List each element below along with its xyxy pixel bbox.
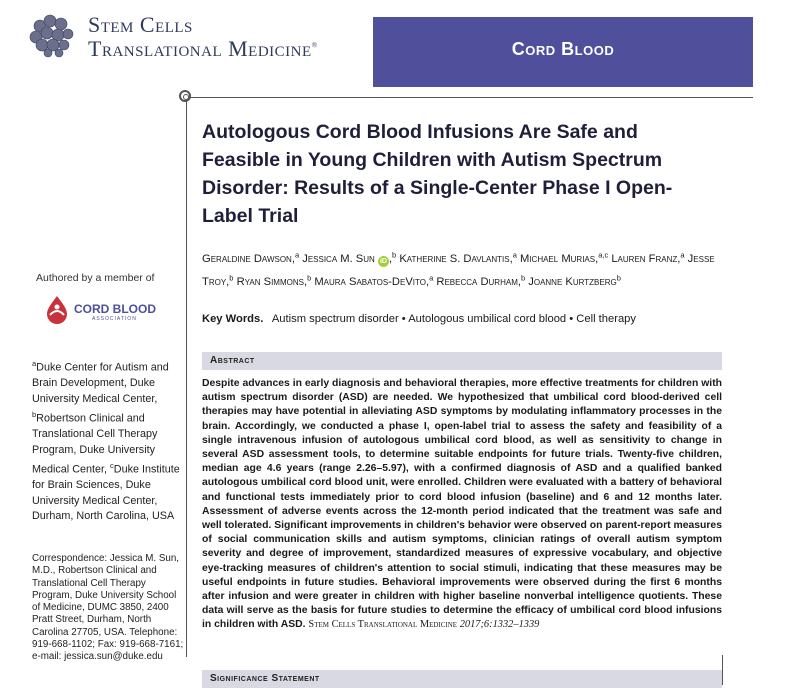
significance-heading: Significance Statement: [210, 673, 320, 684]
article-title: Autologous Cord Blood Infusions Are Safe and Feasible in Young Children with Autism Spectrum Disorder: Results of a Single-Center Phase I Open-Label Trial: [202, 121, 673, 227]
cord-blood-association-logo: [42, 294, 172, 330]
author-name: Joanne Kurtzberg: [528, 276, 617, 289]
author-affiliation-mark: a: [680, 250, 685, 259]
author: [520, 250, 609, 265]
author: [436, 273, 526, 289]
abstract-text: Despite advances in early diagnosis and behavioral therapies, more effective treatments for children with autism spectrum disorder (ASD) are needed. We hypothesized that umbilical cord blood-derived cell therapies may have potential in alleviating ASD symptoms by modulating inflammatory processes in the brain. Accordingly, we conducted a phase I, open-label trial to assess the safety and feasibility of a single intravenous infusion of autologous umbilical cord blood, as well as sensitivity to change in several ASD assessment tools, to determine suitable endpoints for future trials. Twenty-five children, median age 4.6 years (range 2.26–5.97), with a confirmed diagnosis of ASD and a qualified banked autologous umbilical cord blood unit, were enrolled. Children were evaluated with a battery of behavioral and functional tests immediately prior to cord blood infusion (baseline) and 6 and 12 months later. Assessment of adverse events across the 12-month period indicated that the treatment was safe and well tolerated. Significant improvements in children's behavior were observed on parent-report measures of social communication skills and autism symptoms, clinician ratings of overall autism symptom severity and degree of improvement, standardized measures of expressive vocabulary, and objective eye-tracking measures of children's attention to social stimuli, indicating that these measures may be useful endpoints in future studies. Behavioral improvements were observed during the first 6 months after infusion and were greater in children with higher baseline nonverbal intelligence quotients. These data will serve as the basis for future studies to determine the efficacy of umbilical cord blood infusions in children with ASD.: [202, 378, 722, 631]
keywords-text: Autism spectrum disorder • Autologous umbilical cord blood • Cell therapy: [271, 313, 636, 325]
author: [314, 273, 434, 289]
author-affiliation-mark: b: [616, 273, 621, 283]
author: [202, 250, 300, 265]
affiliations: [32, 356, 182, 525]
author-name: Geraldine Dawson,: [202, 252, 295, 265]
section-label: Cord Blood: [511, 39, 615, 59]
cell-cluster-icon: [28, 12, 76, 58]
significance-header-bar: [202, 670, 722, 688]
author-affiliation-mark: b: [307, 273, 312, 283]
cord-blood-drop-icon: [42, 294, 72, 324]
author-name: Ryan Simmons,: [236, 276, 308, 289]
keywords-label: Key Words.: [202, 313, 264, 325]
abstract-heading: Abstract: [210, 355, 255, 366]
affiliation-mark: b: [32, 410, 37, 420]
author-affiliation-mark: b: [392, 250, 397, 259]
author-name: Rebecca Durham,: [436, 276, 521, 289]
frame-top-rule: [186, 97, 753, 98]
citation-journal: Stem Cells Translational Medicine: [308, 619, 458, 631]
author-affiliation-mark: a,c: [598, 250, 609, 259]
section-banner: [373, 17, 753, 87]
affiliation-text: Duke Center for Autism and Brain Development, Duke University Medical Center,: [32, 361, 169, 405]
member-label: Authored by a member of: [36, 272, 155, 284]
journal-name-line2-text: Translational Medicine: [88, 36, 312, 61]
affiliation-mark: c: [110, 461, 114, 471]
abstract-header-bar: [202, 352, 722, 370]
author-name: Jessica M. Sun: [302, 252, 375, 265]
journal-name-line2: Translational Medicine®: [88, 36, 318, 61]
author: [528, 273, 621, 289]
author-name: Jesse Troy,: [202, 252, 715, 289]
author-affiliation-mark: a: [294, 250, 300, 259]
author-affiliation-mark: a: [512, 250, 517, 259]
author: [236, 273, 312, 289]
affiliation-mark: a: [32, 359, 37, 368]
author: [611, 250, 685, 265]
journal-name-line1: Stem Cells: [88, 12, 193, 37]
author-name: Maura Sabatos-DeVito,: [314, 276, 430, 289]
affiliation-text: Robertson Clinical and Translational Cell Therapy Program, Duke University Medical Center,: [32, 412, 158, 476]
cord-blood-association-name: CORD BLOOD: [74, 302, 156, 316]
citation-details: 2017;6:1332–1339: [457, 619, 540, 631]
keywords: [202, 313, 636, 325]
affiliation-text: Duke Institute for Brain Sciences, Duke University Medical Center, Durham, North Carolina, USA: [32, 463, 180, 523]
author-name: Katherine S. Davlantis,: [399, 252, 513, 265]
correspondence: Correspondence: Jessica M. Sun, M.D., Robertson Clinical and Translational Cell Therapy Program, Duke University School of Medicine, DUMC 3850, 2400 Pratt Street, Durham, North Carolina 27705, USA. Telephone: 919-668-1102; Fax: 919-668-7161; e-mail: jessica.sun@duke.edu: [32, 553, 184, 663]
author: [399, 250, 517, 265]
frame-left-rule: [186, 97, 187, 657]
ring-ornament-icon: [179, 90, 191, 102]
author-affiliation-mark: b: [520, 273, 526, 283]
author-name: Lauren Franz,: [611, 252, 681, 265]
author: Jessica M. Sun iD ,$^b$: [302, 250, 397, 265]
author-list: [202, 245, 722, 292]
cord-blood-association-sub: ASSOCIATION: [92, 316, 137, 322]
citation: [308, 619, 539, 630]
author-affiliation-mark: b: [229, 273, 234, 283]
journal-logo: [28, 10, 348, 60]
author-affiliation-mark: a: [429, 273, 434, 283]
author-name: Michael Murias,: [520, 252, 599, 265]
orcid-icon[interactable]: iD: [379, 257, 387, 265]
abstract-body: [202, 377, 722, 633]
